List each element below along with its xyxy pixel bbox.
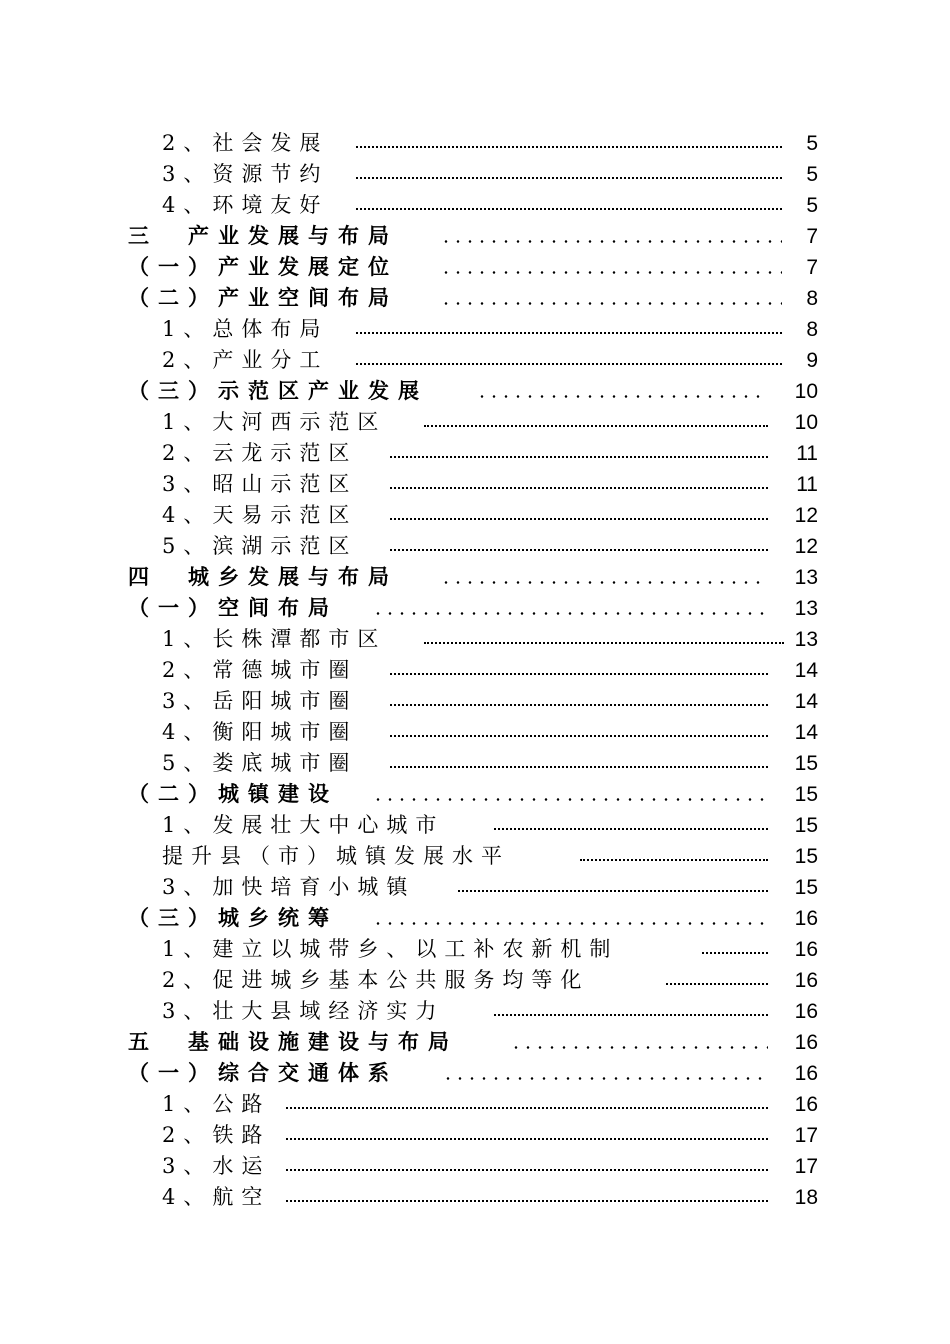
- toc-section[interactable]: [0, 903, 950, 934]
- toc-leader-dots: [424, 642, 784, 644]
- toc-leader-dots: [286, 1200, 768, 1202]
- toc-entry[interactable]: [0, 965, 950, 996]
- toc-entry-label: 3、昭山示范区: [162, 472, 358, 496]
- toc-page-number: 13: [794, 566, 818, 589]
- toc-section[interactable]: [0, 1058, 950, 1089]
- toc-leader-dots: [356, 177, 782, 179]
- toc-entry-label: 提升县（市）城镇发展水平: [162, 844, 510, 868]
- toc-leader-dots: [390, 673, 768, 675]
- toc-page-number: 16: [794, 1031, 818, 1054]
- toc-page-number: 16: [794, 969, 818, 992]
- toc-entry[interactable]: [0, 438, 950, 469]
- table-of-contents: [0, 128, 950, 1213]
- toc-leader-dots: [440, 581, 768, 584]
- toc-entry-label: 2、产业分工: [162, 348, 329, 372]
- toc-page-number: 16: [794, 907, 818, 930]
- toc-page-number: 16: [794, 1062, 818, 1085]
- toc-entry-label: （一）综合交通体系: [128, 1061, 398, 1085]
- toc-page-number: 15: [794, 814, 818, 837]
- toc-entry[interactable]: [0, 190, 950, 221]
- toc-entry-label: 4、天易示范区: [162, 503, 358, 527]
- toc-page-number: 15: [794, 752, 818, 775]
- toc-page-number: 14: [794, 659, 818, 682]
- toc-page-number: 15: [794, 845, 818, 868]
- toc-entry[interactable]: [0, 841, 950, 872]
- toc-entry-label: 2、常德城市圈: [162, 658, 358, 682]
- toc-entry-label: 3、岳阳城市圈: [162, 689, 358, 713]
- toc-entry-label: 4、环境友好: [162, 193, 329, 217]
- toc-page-number: 15: [794, 783, 818, 806]
- toc-page-number: 14: [794, 721, 818, 744]
- toc-section[interactable]: [0, 252, 950, 283]
- toc-leader-dots: [390, 735, 768, 737]
- toc-entry[interactable]: [0, 1182, 950, 1213]
- toc-leader-dots: [286, 1169, 768, 1171]
- toc-entry[interactable]: [0, 624, 950, 655]
- toc-leader-dots: [666, 983, 768, 985]
- toc-entry-label: 1、大河西示范区: [162, 410, 387, 434]
- toc-leader-dots: [458, 890, 768, 892]
- toc-leader-dots: [476, 395, 768, 398]
- toc-entry-label: （一）空间布局: [128, 596, 338, 620]
- toc-page-number: 9: [806, 349, 818, 372]
- toc-leader-dots: [702, 952, 768, 954]
- toc-leader-dots: [356, 363, 782, 365]
- toc-page-number: 5: [806, 163, 818, 186]
- toc-leader-dots: [390, 518, 768, 520]
- toc-leader-dots: [390, 456, 768, 458]
- toc-leader-dots: [356, 146, 782, 148]
- toc-leader-dots: [372, 798, 768, 801]
- toc-entry-label: 2、社会发展: [162, 131, 329, 155]
- toc-entry-label: 1、发展壮大中心城市: [162, 813, 445, 837]
- toc-chapter[interactable]: [0, 221, 950, 252]
- toc-entry[interactable]: [0, 748, 950, 779]
- toc-page-number: 17: [794, 1155, 818, 1178]
- toc-leader-dots: [372, 922, 768, 925]
- toc-page-number: 5: [806, 194, 818, 217]
- toc-page-number: 16: [794, 1093, 818, 1116]
- toc-page-number: 7: [806, 256, 818, 279]
- toc-leader-dots: [390, 487, 768, 489]
- toc-leader-dots: [442, 1077, 768, 1080]
- toc-leader-dots: [510, 1046, 768, 1049]
- toc-section[interactable]: [0, 779, 950, 810]
- toc-page-number: 16: [794, 1000, 818, 1023]
- toc-entry-label: 1、总体布局: [162, 317, 329, 341]
- toc-leader-dots: [390, 704, 768, 706]
- toc-page-number: 15: [794, 876, 818, 899]
- toc-leader-dots: [440, 302, 782, 305]
- toc-leader-dots: [286, 1138, 768, 1140]
- toc-entry[interactable]: [0, 996, 950, 1027]
- toc-page-number: 10: [794, 380, 818, 403]
- toc-section[interactable]: [0, 283, 950, 314]
- toc-page-number: 18: [794, 1186, 818, 1209]
- toc-leader-dots: [440, 271, 782, 274]
- toc-entry-label: 2、促进城乡基本公共服务均等化: [162, 968, 590, 992]
- toc-entry-label: 1、公路: [162, 1092, 271, 1116]
- toc-chapter[interactable]: [0, 1027, 950, 1058]
- toc-entry-label: （三）示范区产业发展: [128, 379, 428, 403]
- toc-leader-dots: [390, 549, 768, 551]
- toc-entry-label: 1、建立以城带乡、以工补农新机制: [162, 937, 619, 961]
- toc-entry[interactable]: [0, 1089, 950, 1120]
- toc-leader-dots: [494, 828, 768, 830]
- toc-entry-label: （三）城乡统筹: [128, 906, 338, 930]
- toc-entry-label: 3、资源节约: [162, 162, 329, 186]
- toc-leader-dots: [424, 425, 768, 427]
- toc-entry[interactable]: [0, 686, 950, 717]
- toc-page-number: 14: [794, 690, 818, 713]
- toc-entry[interactable]: [0, 1120, 950, 1151]
- toc-section[interactable]: [0, 376, 950, 407]
- toc-page-number: 10: [794, 411, 818, 434]
- toc-chapter[interactable]: [0, 562, 950, 593]
- toc-leader-dots: [390, 766, 768, 768]
- toc-entry-label: 4、航空: [162, 1185, 271, 1209]
- toc-page-number: 11: [796, 473, 818, 496]
- toc-entry-label: 五 基础设施建设与布局: [128, 1030, 458, 1054]
- toc-entry-label: 5、娄底城市圈: [162, 751, 358, 775]
- toc-entry-label: （二）产业空间布局: [128, 286, 398, 310]
- toc-leader-dots: [494, 1014, 768, 1016]
- toc-entry[interactable]: [0, 345, 950, 376]
- toc-leader-dots: [356, 332, 782, 334]
- toc-entry-label: 四 城乡发展与布局: [128, 565, 398, 589]
- toc-page-number: 8: [806, 318, 818, 341]
- toc-page-number: 7: [806, 225, 818, 248]
- toc-entry-label: 5、滨湖示范区: [162, 534, 358, 558]
- toc-entry[interactable]: [0, 810, 950, 841]
- toc-page-number: 8: [806, 287, 818, 310]
- toc-leader-dots: [580, 859, 768, 861]
- toc-leader-dots: [440, 240, 782, 243]
- toc-page-number: 11: [796, 442, 818, 465]
- toc-page-number: 12: [794, 535, 818, 558]
- toc-entry[interactable]: [0, 500, 950, 531]
- toc-entry[interactable]: [0, 717, 950, 748]
- toc-entry-label: 1、长株潭都市区: [162, 627, 387, 651]
- toc-entry[interactable]: [0, 934, 950, 965]
- toc-entry[interactable]: [0, 531, 950, 562]
- toc-page-number: 13: [794, 597, 818, 620]
- toc-page-number: 17: [794, 1124, 818, 1147]
- toc-entry[interactable]: [0, 314, 950, 345]
- toc-entry-label: 三 产业发展与布局: [128, 224, 398, 248]
- toc-entry-label: 3、壮大县域经济实力: [162, 999, 445, 1023]
- toc-entry-label: 2、云龙示范区: [162, 441, 358, 465]
- toc-leader-dots: [372, 612, 768, 615]
- toc-entry[interactable]: [0, 159, 950, 190]
- toc-entry-label: （一）产业发展定位: [128, 255, 398, 279]
- toc-page-number: 5: [806, 132, 818, 155]
- toc-leader-dots: [356, 208, 782, 210]
- toc-entry[interactable]: [0, 407, 950, 438]
- toc-leader-dots: [286, 1107, 768, 1109]
- toc-entry-label: （二）城镇建设: [128, 782, 338, 806]
- toc-entry-label: 2、铁路: [162, 1123, 271, 1147]
- toc-entry[interactable]: [0, 655, 950, 686]
- toc-entry-label: 3、水运: [162, 1154, 271, 1178]
- toc-entry-label: 3、加快培育小城镇: [162, 875, 416, 899]
- toc-entry[interactable]: [0, 872, 950, 903]
- toc-page-number: 13: [794, 628, 818, 651]
- toc-entry-label: 4、衡阳城市圈: [162, 720, 358, 744]
- toc-entry[interactable]: [0, 128, 950, 159]
- toc-page-number: 12: [794, 504, 818, 527]
- toc-page-number: 16: [794, 938, 818, 961]
- toc-entry[interactable]: [0, 1151, 950, 1182]
- toc-entry[interactable]: [0, 469, 950, 500]
- toc-section[interactable]: [0, 593, 950, 624]
